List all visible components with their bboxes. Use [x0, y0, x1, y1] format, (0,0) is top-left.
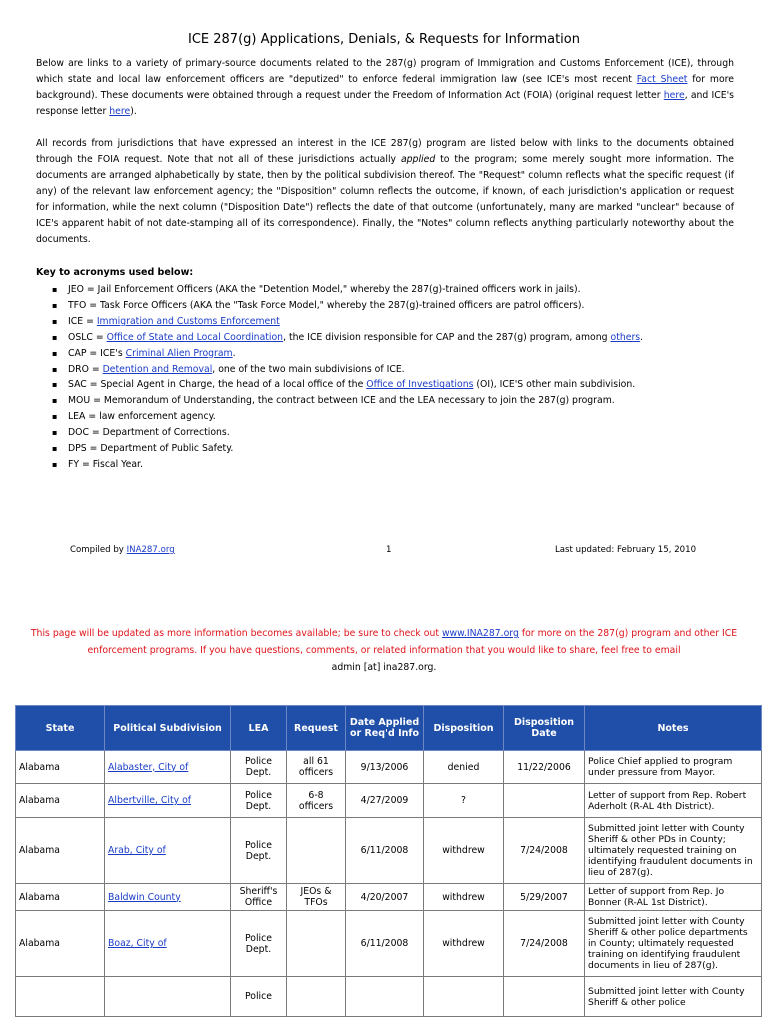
table-row [16, 751, 762, 784]
column-header: State [16, 706, 105, 751]
cell-date-applied: 4/27/2009 [346, 784, 424, 818]
acronym-item: ▪ FY = Fiscal Year. [68, 457, 758, 473]
acronym-item: ▪ CAP = ICE's Criminal Alien Program. [68, 346, 758, 362]
acronym-key-title: Key to acronyms used below: [36, 267, 194, 278]
cell-subdivision [105, 751, 231, 784]
cell-lea: Sheriff's Office [231, 884, 287, 911]
cell-date-applied: 6/11/2008 [346, 911, 424, 977]
acronym-link[interactable]: Immigration and Customs Enforcement [96, 315, 280, 327]
applications-table [15, 705, 762, 1017]
cell-subdivision [105, 911, 231, 977]
cell-subdivision [105, 977, 231, 1017]
cell-date-applied: 6/11/2008 [346, 818, 424, 884]
acronym-item: ▪ MOU = Memorandum of Understanding, the contract between ICE and the LEA necessary to join the 287(g) program. [68, 393, 758, 409]
cell-disposition: withdrew [424, 884, 504, 911]
subdivision-link[interactable]: Baldwin County [108, 891, 181, 903]
cell-notes: Submitted joint letter with County Sheriff & other police departments in County; ultimately requested training on identifying fraudulent documents in lieu of 287(g). [585, 911, 762, 977]
cell-date-applied [346, 977, 424, 1017]
acronym-link[interactable]: Criminal Alien Program [125, 347, 233, 359]
cell-state: Alabama [16, 884, 105, 911]
cell-lea: Police Dept. [231, 818, 287, 884]
cell-state: Alabama [16, 784, 105, 818]
cell-disposition-date [504, 977, 585, 1017]
cell-state: Alabama [16, 911, 105, 977]
column-header: Disposition [424, 706, 504, 751]
compiled-by: Compiled by INA287.org [70, 545, 175, 555]
cell-disposition [424, 977, 504, 1017]
cell-notes: Letter of support from Rep. Robert Aderholt (R-AL 4th District). [585, 784, 762, 818]
acronym-item: ▪ DOC = Department of Corrections. [68, 425, 758, 441]
acronym-item: ▪ ICE = Immigration and Customs Enforcement [68, 314, 758, 330]
cell-state [16, 977, 105, 1017]
subdivision-link[interactable]: Arab, City of [108, 845, 166, 856]
column-header: Political Subdivision [105, 706, 231, 751]
acronym-list [36, 282, 758, 473]
acronym-link[interactable]: Detention and Removal [102, 363, 213, 375]
table-row [16, 911, 762, 977]
acronym-item: ▪ OSLC = Office of State and Local Coordination, the ICE division responsible for CAP and the 287(g) program, among others. [68, 330, 758, 346]
cell-state: Alabama [16, 751, 105, 784]
column-header: Disposition Date [504, 706, 585, 751]
update-notice: This page will be updated as more information becomes available; be sure to check out www.INA287.org for more on the 287(g) program and other ICE enforcement programs. If you have questions, comments, or related information that you would like to share, feel free to email admin [at] ina287.org. [30, 628, 738, 673]
cell-subdivision [105, 818, 231, 884]
cell-disposition-date [504, 784, 585, 818]
acronym-item: ▪ TFO = Task Force Officers (AKA the "Task Force Model," whereby the 287(g)-trained officers are patrol officers). [68, 298, 758, 314]
column-header: Request [287, 706, 346, 751]
table-header-row [16, 706, 762, 751]
cell-state: Alabama [16, 818, 105, 884]
cell-disposition: ? [424, 784, 504, 818]
subdivision-link[interactable]: Boaz, City of [108, 938, 167, 949]
cell-request: 6-8 officers [287, 784, 346, 818]
cell-lea: Police Dept. [231, 784, 287, 818]
acronym-link[interactable]: Office of Investigations [366, 379, 474, 391]
cell-request: all 61 officers [287, 751, 346, 784]
ice-response-link[interactable]: here [109, 106, 131, 117]
cell-request [287, 818, 346, 884]
intro-paragraph: Below are links to a variety of primary-source documents related to the 287(g) program of Immigration and Customs Enforcement (ICE), through which state and local law enforcement officers are "deputized" to enforce federal immigration law (see ICE's most recent Fact Sheet for more background). These documents were obtained through a request under the Freedom of Information Act (FOIA) (original request letter here, and ICE's response letter here). [36, 58, 734, 117]
column-header: Notes [585, 706, 762, 751]
cell-disposition-date: 5/29/2007 [504, 884, 585, 911]
cell-request [287, 911, 346, 977]
acronym-link[interactable]: Office of State and Local Coordination [106, 331, 284, 343]
cell-notes: Letter of support from Rep. Jo Bonner (R-AL 1st District). [585, 884, 762, 911]
cell-date-applied: 4/20/2007 [346, 884, 424, 911]
acronym-link[interactable]: others [610, 331, 641, 343]
table-row [16, 884, 762, 911]
cell-disposition: withdrew [424, 818, 504, 884]
cell-subdivision [105, 884, 231, 911]
cell-notes: Submitted joint letter with County Sheriff & other police [585, 977, 762, 1017]
foia-request-link[interactable]: here [663, 90, 685, 101]
page-number: 1 [386, 545, 392, 555]
column-header: LEA [231, 706, 287, 751]
table-row [16, 784, 762, 818]
acronym-item: ▪ LEA = law enforcement agency. [68, 409, 758, 425]
cell-date-applied: 9/13/2006 [346, 751, 424, 784]
page-title: ICE 287(g) Applications, Denials, & Requests for Information [188, 32, 580, 47]
cell-lea: Police [231, 977, 287, 1017]
cell-disposition: withdrew [424, 911, 504, 977]
cell-disposition-date: 11/22/2006 [504, 751, 585, 784]
acronym-item: ▪ DPS = Department of Public Safety. [68, 441, 758, 457]
fact-sheet-link[interactable]: Fact Sheet [636, 74, 688, 85]
acronym-item: ▪ SAC = Special Agent in Charge, the head of a local office of the Office of Investigations (OI), ICE'S other main subdivision. [68, 377, 758, 393]
cell-disposition-date: 7/24/2008 [504, 911, 585, 977]
cell-disposition-date: 7/24/2008 [504, 818, 585, 884]
subdivision-link[interactable]: Alabaster, City of [108, 761, 189, 773]
subdivision-link[interactable]: Albertville, City of [108, 795, 192, 806]
acronym-item: ▪ JEO = Jail Enforcement Officers (AKA the "Detention Model," whereby the 287(g)-trained officers work in jails). [68, 282, 758, 298]
acronym-item: ▪ DRO = Detention and Removal, one of the two main subdivisions of ICE. [68, 362, 758, 378]
cell-notes: Police Chief applied to program under pressure from Mayor. [585, 751, 762, 784]
cell-lea: Police Dept. [231, 911, 287, 977]
ina287-link[interactable]: INA287.org [126, 545, 175, 555]
cell-request: JEOs & TFOs [287, 884, 346, 911]
cell-subdivision [105, 784, 231, 818]
table-row [16, 977, 762, 1017]
contact-email: admin [at] ina287.org. [331, 662, 437, 673]
cell-lea: Police Dept. [231, 751, 287, 784]
column-header: Date Applied or Req'd Info [346, 706, 424, 751]
cell-request [287, 977, 346, 1017]
cell-notes: Submitted joint letter with County Sheriff & other PDs in County; ultimately requested training on identifying fraudulent documents in lieu of 287(g). [585, 818, 762, 884]
ina287-website-link[interactable]: www.INA287.org [441, 628, 519, 639]
records-paragraph: All records from jurisdictions that have expressed an interest in the ICE 287(g) program are listed below with links to the documents obtained through the FOIA request. Note that not all of these jurisdictions actually applied to the program; some merely sought more information. The documents are arranged alphabetically by state, then by the political subdivision thereof. The "Request" column reflects what the specific request (if any) of the relevant law enforcement agency; the "Disposition" column reflects the outcome, if known, of each jurisdiction's application or request for information, while the next column ("Disposition Date") reflects the date of that outcome (unfortunately, many are marked "unclear" because of ICE's apparent habit of not date-stamping all of its correspondence). Finally, the "Notes" column reflects anything particularly noteworthy about the documents. [36, 138, 734, 245]
table-row [16, 818, 762, 884]
cell-disposition: denied [424, 751, 504, 784]
last-updated: Last updated: February 15, 2010 [555, 545, 697, 555]
